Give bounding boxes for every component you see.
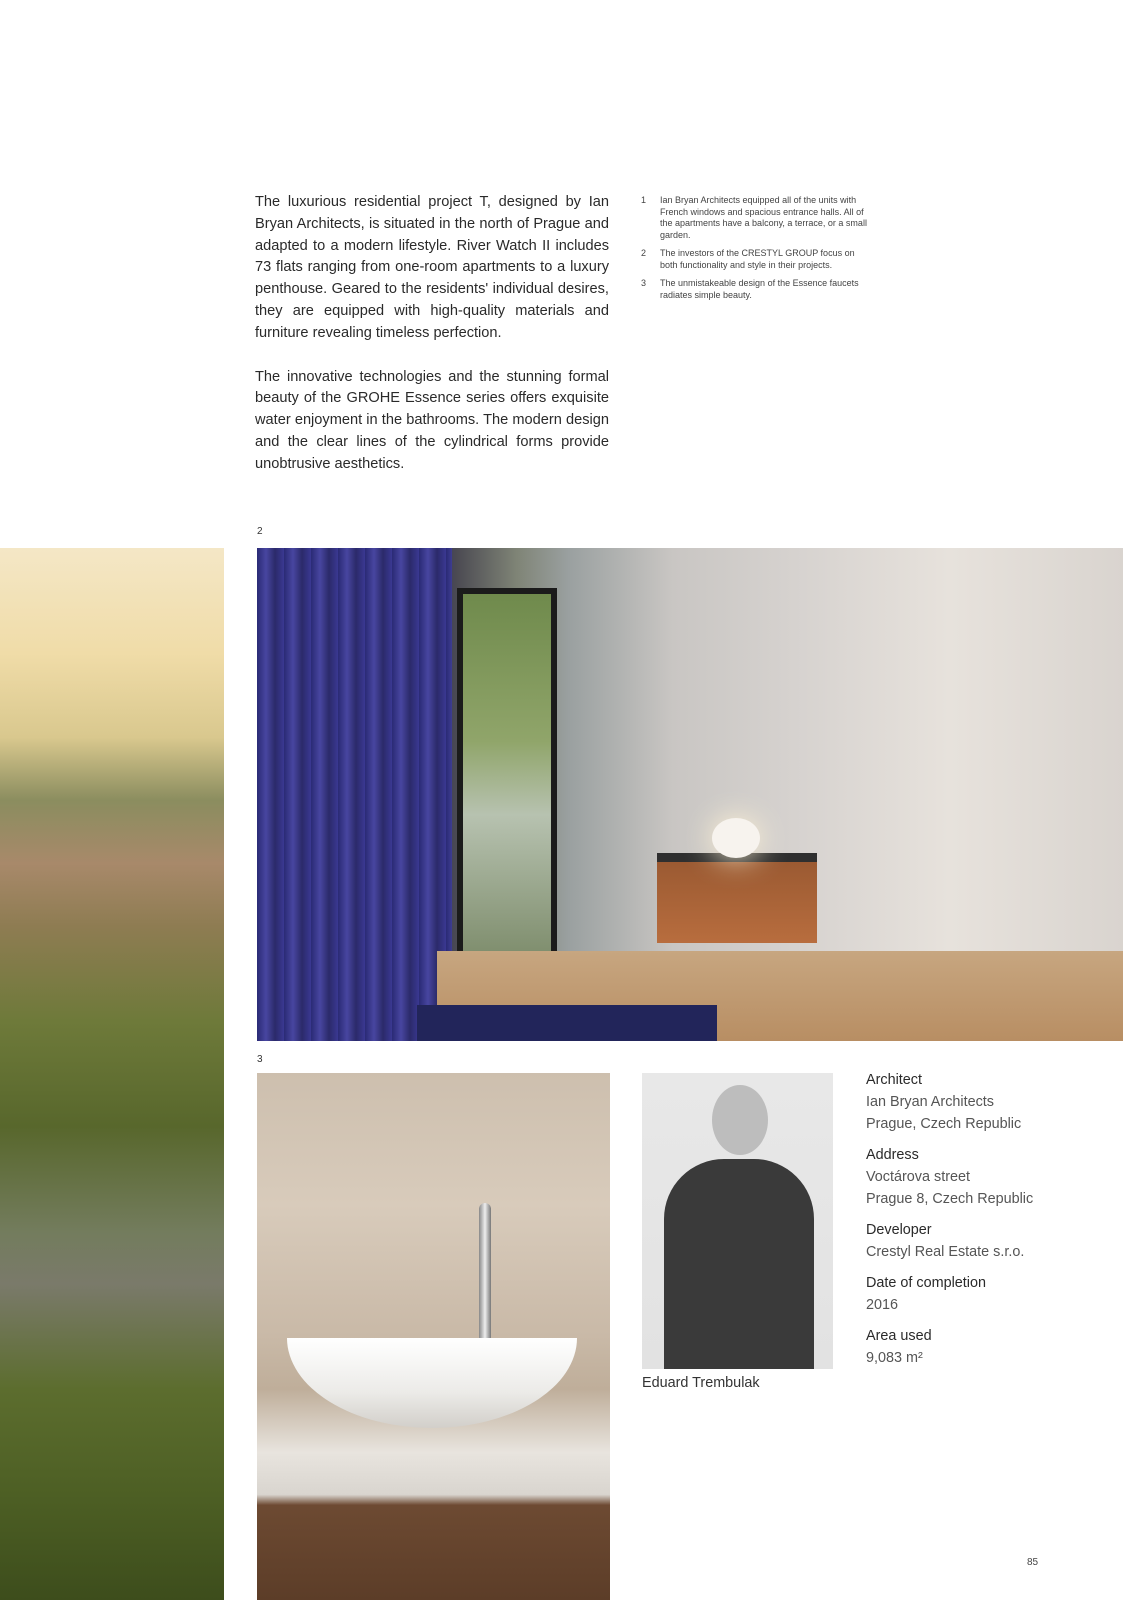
portrait-name: Eduard Trembulak [642, 1375, 760, 1391]
aerial-city-photo [0, 548, 224, 1600]
fact-label: Developer [866, 1222, 932, 1238]
lamp-shape [712, 818, 760, 858]
fact-label: Date of completion [866, 1275, 986, 1291]
project-facts [866, 1069, 1096, 1378]
fact-address [866, 1144, 1096, 1210]
bedroom-photo [257, 548, 1123, 1041]
caption-number: 3 [641, 278, 647, 288]
fact-value: 9,083 m² [866, 1350, 923, 1366]
fact-value: Voctárova street [866, 1169, 970, 1185]
fact-label: Area used [866, 1328, 932, 1344]
washbasin-photo [257, 1073, 610, 1600]
bed-shape [417, 1005, 717, 1041]
page-number: 85 [1027, 1557, 1039, 1568]
fact-value: 2016 [866, 1297, 899, 1313]
figure-label-2: 2 [257, 526, 263, 537]
fact-value: Prague 8, Czech Republic [866, 1191, 1034, 1207]
figure-label-3: 3 [257, 1054, 263, 1065]
fact-area-used [866, 1325, 1096, 1369]
fact-value: Ian Bryan Architects [866, 1094, 994, 1110]
body-paragraph-1: The luxurious residential project T, designed by Ian Bryan Architects, is situated in the north of Prague and adapted to a modern lifestyle. River Watch II includes 73 flats ranging from one-room apartments to a luxury penthouse. Geared to the residents' individual desires, they are equipped with high-quality materials and furniture revealing timeless perfection. [255, 194, 609, 341]
caption-number: 1 [641, 195, 647, 205]
fact-developer [866, 1219, 1096, 1263]
basin-bowl-shape [287, 1338, 577, 1428]
caption-text: Ian Bryan Architects equipped all of the units with French windows and spacious entrance halls. All of the apartments have a balcony, a terrace, or a small garden. [660, 195, 867, 240]
caption-number: 2 [641, 248, 647, 258]
curtain-shape [257, 548, 452, 1041]
fact-date-of-completion [866, 1272, 1096, 1316]
body-paragraph-2: The innovative technologies and the stunning formal beauty of the GROHE Essence series offers exquisite water enjoyment in the bathrooms. The modern design and the clear lines of the cylindrical forms provide unobtrusive aesthetics. [255, 368, 609, 472]
fact-label: Address [866, 1147, 919, 1163]
desk-shape [657, 853, 817, 943]
fact-value: Crestyl Real Estate s.r.o. [866, 1244, 1025, 1260]
caption-2 [641, 248, 871, 271]
portrait-photo [642, 1073, 833, 1369]
faucet-shape [479, 1203, 491, 1343]
caption-text: The unmistakeable design of the Essence faucets radiates simple beauty. [660, 278, 859, 300]
window-shape [457, 588, 557, 968]
body-text [255, 192, 609, 498]
caption-list [641, 195, 871, 308]
caption-text: The investors of the CRESTYL GROUP focus on both functionality and style in their projects. [660, 248, 855, 270]
fact-value: Prague, Czech Republic [866, 1116, 1022, 1132]
caption-3 [641, 278, 871, 301]
fact-label: Architect [866, 1072, 922, 1088]
caption-1 [641, 195, 871, 241]
portrait-head-shape [712, 1085, 768, 1155]
fact-architect [866, 1069, 1096, 1135]
portrait-torso-shape [664, 1159, 814, 1369]
